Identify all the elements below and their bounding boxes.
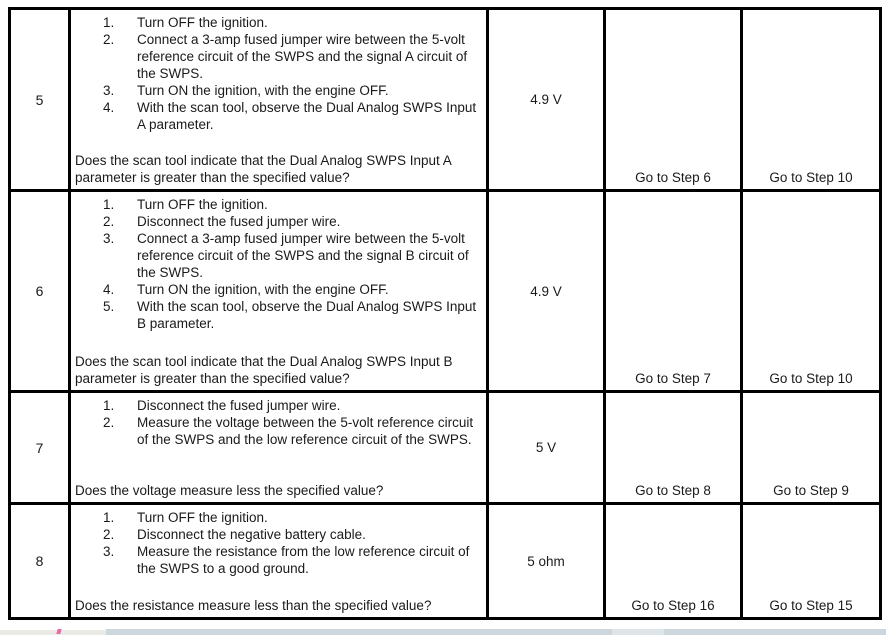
action-item: Connect a 3-amp fused jumper wire between the 5-volt reference circuit of the SWPS and the signal A circuit of the SWPS. <box>137 32 468 81</box>
action-item: Turn OFF the ignition. <box>137 197 268 212</box>
bottom-strip-light-segment <box>612 629 664 635</box>
step-number-cell: 7 <box>35 439 44 456</box>
step-number-cell: 5 <box>35 91 44 108</box>
yes-result-cell: Go to Step 16 <box>603 505 740 617</box>
action-cell <box>68 393 486 502</box>
action-item: Turn ON the ignition, with the engine OFF. <box>137 282 389 297</box>
step-number-cell: 8 <box>35 553 44 569</box>
question-text: Does the scan tool indicate that the Dual Analog SWPS Input A parameter is greater than the specified value? <box>75 153 451 185</box>
action-cell <box>68 192 486 390</box>
step-number-cell: 6 <box>35 283 44 299</box>
value-cell: 4.9 V <box>486 10 603 189</box>
action-item: Measure the resistance from the low reference circuit of the SWPS to a good ground. <box>137 544 470 576</box>
action-item: Disconnect the fused jumper wire. <box>137 214 341 229</box>
action-cell <box>68 10 486 189</box>
action-item: Measure the voltage between the 5-volt reference circuit of the SWPS and the low reference circuit of the SWPS. <box>137 415 474 447</box>
bottom-strip-gray-segment <box>0 630 106 635</box>
yes-result-cell: Go to Step 8 <box>603 393 740 502</box>
yes-result-cell: Go to Step 7 <box>603 192 740 390</box>
diagnostic-table <box>8 7 882 620</box>
no-result-cell: Go to Step 9 <box>740 393 879 502</box>
value-cell: 5 V <box>486 393 603 502</box>
action-item: Disconnect the negative battery cable. <box>137 527 366 542</box>
action-list <box>75 509 482 577</box>
value-cell: 5 ohm <box>486 505 603 617</box>
table-row <box>11 390 879 502</box>
no-result-cell: Go to Step 10 <box>740 10 879 189</box>
bottom-edge-strip <box>0 629 886 635</box>
bottom-strip-blue-segment <box>106 629 886 635</box>
table-row <box>11 502 879 617</box>
table-row <box>11 10 879 189</box>
action-item: Disconnect the fused jumper wire. <box>137 398 341 413</box>
action-list <box>75 14 482 133</box>
action-item: Connect a 3-amp fused jumper wire between the 5-volt reference circuit of the SWPS and the signal B circuit of the SWPS. <box>137 231 469 280</box>
action-item: With the scan tool, observe the Dual Analog SWPS Input A parameter. <box>137 100 477 132</box>
action-list <box>75 397 482 448</box>
value-cell: 4.9 V <box>486 192 603 390</box>
no-result-cell: Go to Step 15 <box>740 505 879 617</box>
no-result-cell: Go to Step 10 <box>740 192 879 390</box>
question-text: Does the voltage measure less the specified value? <box>75 483 384 498</box>
question-text: Does the resistance measure less than the specified value? <box>75 598 432 613</box>
action-cell <box>68 505 486 617</box>
question-text: Does the scan tool indicate that the Dual Analog SWPS Input B parameter is greater than the specified value? <box>75 354 453 386</box>
yes-result-cell: Go to Step 6 <box>603 10 740 189</box>
action-item: Turn ON the ignition, with the engine OFF. <box>137 83 389 98</box>
action-item: Turn OFF the ignition. <box>137 510 268 525</box>
table-row <box>11 189 879 390</box>
action-list <box>75 196 482 332</box>
action-item: Turn OFF the ignition. <box>137 15 268 30</box>
action-item: With the scan tool, observe the Dual Analog SWPS Input B parameter. <box>137 299 477 331</box>
